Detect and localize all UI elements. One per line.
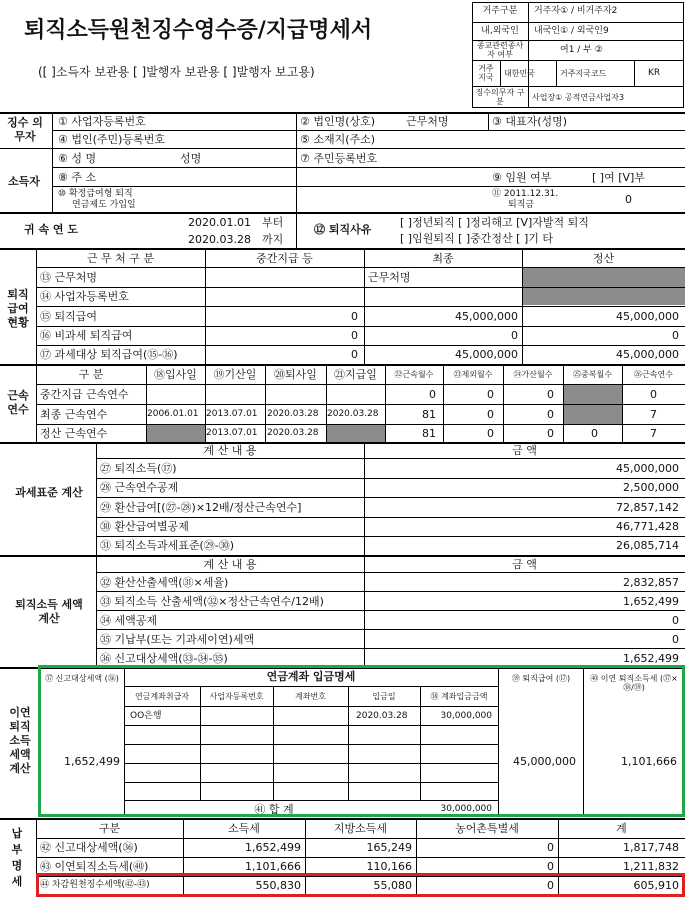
- earner-retire-value: 0: [625, 193, 632, 206]
- deferral-col1-value: 1,652,499: [64, 755, 120, 768]
- taxcalc-head-amount: 금 액: [512, 558, 537, 571]
- service-row-label: 정산 근속연수: [40, 427, 108, 440]
- earner-retire-label-2: 퇴직금: [508, 200, 535, 210]
- payment-row-final: 근무처명: [368, 271, 411, 284]
- payment-row-label: ⑯ 비과세 퇴직급여: [40, 329, 133, 342]
- meta-value-residence: 거주자① / 비거주자2: [534, 6, 618, 16]
- service-cell: 81: [422, 427, 436, 440]
- taxcalc-row-value: 0: [672, 614, 679, 627]
- service-cell: 0: [487, 427, 494, 440]
- service-cell: 7: [650, 427, 657, 440]
- payment-row-label: ⑮ 퇴직급여: [40, 310, 98, 323]
- paydetail-highlight-box: [36, 873, 685, 897]
- taxcalc-row-value: 1,652,499: [623, 595, 679, 608]
- earner-officer-value: [ ]여 [V]부: [592, 171, 645, 184]
- service-cell: 81: [422, 408, 436, 421]
- service-cell: 0: [591, 427, 598, 440]
- payment-row-mid: 0: [351, 310, 358, 323]
- taxbase-head-calc: 계 산 내 용: [203, 444, 257, 457]
- deferral-sum-value: 30,000,000: [440, 804, 492, 814]
- meta-value-nationality: 내국인① / 외국인9: [534, 26, 609, 36]
- payment-row-settle: 45,000,000: [616, 310, 679, 323]
- meta-value-payer-type: 사업장① 공적연금사업자3: [532, 93, 625, 102]
- service-section-label: 근속 연수: [7, 389, 29, 416]
- service-cell: 0: [547, 408, 554, 421]
- payment-section-label: 퇴직 급여 현황: [7, 288, 29, 329]
- period-label: 귀 속 연 도: [24, 223, 78, 236]
- payment-row-final: 45,000,000: [455, 310, 518, 323]
- earner-dc-label-1: ⑩ 확정급여형 퇴직: [58, 189, 133, 199]
- service-head: ⑱입사일: [154, 368, 197, 381]
- deferral-account-title: 연금계좌 입금명세: [266, 670, 356, 683]
- deferral-acc-head: 계좌번호: [295, 692, 326, 701]
- payer-address: ⑤ 소재지(주소): [300, 133, 376, 146]
- paydetail-head: 계: [616, 822, 627, 835]
- service-head: 구 분: [78, 368, 104, 381]
- period-from: 2020.01.01: [188, 216, 251, 229]
- taxbase-row-value: 46,771,428: [616, 520, 679, 533]
- payment-row-final: 45,000,000: [455, 348, 518, 361]
- payment-row-settle: 45,000,000: [616, 348, 679, 361]
- deferral-col3-value: 45,000,000: [513, 755, 576, 768]
- paydetail-row-label: ㊷ 신고대상세액(㊱): [40, 841, 138, 854]
- paydetail-row-label: ㊹ 차감원천징수세액(㊷-㊸): [40, 880, 150, 890]
- taxbase-row-label: ㉚ 환산급여별공제: [100, 520, 189, 533]
- taxcalc-head-calc: 계 산 내 용: [203, 558, 257, 571]
- taxbase-row-label: ㉘ 근속연수공제: [100, 481, 179, 494]
- meta-label-residence: 거주구분: [482, 6, 518, 16]
- deferral-acc-date: 2020.03.28: [356, 711, 408, 721]
- payment-row-label: ⑬ 근무처명: [40, 271, 98, 284]
- taxcalc-row-value: 1,652,499: [623, 652, 679, 665]
- deferral-acc-bank: OO은행: [130, 711, 162, 721]
- paydetail-cell: 110,166: [366, 860, 412, 873]
- deferral-col1-label: ㊲ 신고대상세액 (㊱): [45, 674, 119, 683]
- meta-label-religion: 종교관련종사자 여부: [476, 41, 524, 59]
- period-reason-1: [ ]정년퇴직 [ ]정리해고 [V]자발적 퇴직: [400, 216, 589, 229]
- form-title: 퇴직소득원천징수영수증/지급명세서: [24, 18, 373, 43]
- service-head: ㉔가산월수: [513, 370, 553, 379]
- earner-address: ⑧ 주 소: [58, 171, 97, 184]
- earner-resident-no: ⑦ 주민등록번호: [300, 152, 378, 165]
- deferral-highlight-box: [38, 665, 685, 817]
- taxcalc-row-label: ㉜ 환산산출세액(㉛×세율): [100, 576, 229, 589]
- taxbase-row-value: 72,857,142: [616, 501, 679, 514]
- deferral-col3-label: ㊴ 퇴직급여 (⑰): [511, 674, 571, 683]
- service-cell: 0: [547, 427, 554, 440]
- meta-label-nationality: 내,외국인: [481, 26, 519, 36]
- taxbase-head-amount: 금 액: [512, 444, 537, 457]
- paydetail-cell: 1,211,832: [623, 860, 679, 873]
- payment-head-type: 근 무 처 구 분: [86, 252, 155, 265]
- paydetail-cell: 550,830: [255, 879, 301, 892]
- period-reason-2: [ ]임원퇴직 [ ]중간정산 [ ]기 타: [400, 232, 553, 245]
- taxbase-row-value: 2,500,000: [623, 481, 679, 494]
- paydetail-cell: 1,652,499: [245, 841, 301, 854]
- earner-officer-label: ⑨ 임원 여부: [492, 171, 552, 184]
- earner-name-value: 성명: [180, 152, 202, 165]
- paydetail-cell: 0: [547, 841, 554, 854]
- payer-rep: ③ 대표자(성명): [492, 115, 568, 128]
- earner-retire-label-1: ⑪ 2011.12.31.: [492, 189, 559, 199]
- payment-row-settle: 0: [672, 329, 679, 342]
- payment-row-label: ⑰ 과세대상 퇴직급여(⑮-⑯): [40, 348, 178, 361]
- payer-company-label: ② 법인명(상호): [300, 115, 376, 128]
- service-cell: 2020.03.28: [267, 428, 319, 438]
- service-cell: 0: [487, 388, 494, 401]
- paydetail-cell: 55,080: [373, 879, 412, 892]
- deferral-acc-head: 연금계좌취급자: [134, 692, 190, 701]
- period-to-suffix: 까지: [262, 233, 284, 246]
- payment-head-settle: 정산: [592, 252, 615, 265]
- period-from-suffix: 부터: [262, 216, 284, 229]
- taxcalc-row-value: 2,832,857: [623, 576, 679, 589]
- paydetail-section-label: 납 부 명 세: [11, 827, 23, 888]
- payment-row-label: ⑭ 사업자등록번호: [40, 290, 129, 303]
- deferral-acc-head: ㊳ 계좌입금금액: [430, 692, 488, 701]
- meta-value-country-code: KR: [648, 68, 661, 78]
- payment-row-mid: 0: [351, 329, 358, 342]
- deferral-sum-label: ㊶ 합 계: [254, 803, 294, 816]
- paydetail-head: 구분: [98, 822, 121, 835]
- service-cell: 2006.01.01: [147, 409, 199, 419]
- payer-company-value: 근무처명: [406, 115, 449, 128]
- paydetail-cell: 605,910: [633, 879, 679, 892]
- service-head: ⑲기산일: [213, 368, 257, 381]
- payment-head-final: 최종: [432, 252, 454, 265]
- taxbase-row-label: ㉗ 퇴직소득(⑰): [100, 462, 177, 475]
- service-cell: 2013.07.01: [206, 428, 258, 438]
- service-head: ⑳퇴사일: [274, 368, 317, 381]
- service-cell: 2020.03.28: [267, 409, 319, 419]
- period-reason-label: ⑫ 퇴직사유: [314, 223, 372, 236]
- payment-row-final: 0: [511, 329, 518, 342]
- service-cell: 2013.07.01: [206, 409, 258, 419]
- paydetail-cell: 0: [547, 860, 554, 873]
- paydetail-head: 소득세: [228, 822, 260, 835]
- paydetail-row-label: ㊸ 이연퇴직소득세(㊵): [40, 860, 149, 873]
- meta-value-religion: 여1 / 부 ②: [560, 45, 603, 55]
- deferral-section-label: 이연 퇴직 소득 세액 계산: [9, 706, 31, 775]
- paydetail-head: 지방소득세: [333, 822, 388, 835]
- taxcalc-row-label: ㉞ 세액공제: [100, 614, 158, 627]
- meta-label-country-code: 거주지국코드: [560, 69, 607, 78]
- taxcalc-row-value: 0: [672, 633, 679, 646]
- paydetail-cell: 165,249: [366, 841, 412, 854]
- service-cell: 0: [650, 388, 657, 401]
- paydetail-head: 농어촌특별세: [455, 822, 519, 835]
- earner-name-label: ⑥ 성 명: [58, 152, 97, 165]
- service-cell: 0: [487, 408, 494, 421]
- taxcalc-section-label: 퇴직소득 세액계산: [15, 598, 83, 625]
- paydetail-cell: 1,101,666: [245, 860, 301, 873]
- service-head: ㉒근속월수: [394, 370, 434, 379]
- taxcalc-row-label: ㊱ 신고대상세액(㉝-㉞-㉟): [100, 652, 228, 665]
- meta-label-payer-type: 징수의무자 구분: [475, 88, 525, 106]
- taxbase-row-label: ㉛ 퇴직소득과세표준(㉙-㉚): [100, 539, 235, 552]
- service-head: ㉖근속연수: [634, 370, 673, 379]
- meta-label-country: 거주 지국: [478, 64, 494, 82]
- taxcalc-row-label: ㉟ 기납부(또는 기과세이연)세액: [100, 633, 255, 646]
- deferral-acc-head: 입금일: [372, 692, 396, 701]
- deferral-acc-amount: 30,000,000: [440, 711, 492, 721]
- period-to: 2020.03.28: [188, 233, 251, 246]
- deferral-acc-head: 사업자등록번호: [209, 692, 264, 701]
- deferral-col4-label: ㊵ 이연 퇴직소득세 (㊲×㊳/㊴): [590, 674, 678, 692]
- payment-head-mid: 중간지급 등: [256, 252, 313, 265]
- earner-section-label: 소득자: [8, 175, 40, 188]
- payer-section-label: 징수 의무자: [7, 116, 43, 143]
- service-head: ㉕중복월수: [573, 370, 612, 379]
- taxcalc-row-label: ㉝ 퇴직소득 산출세액(㉜×정산근속연수/12배): [100, 595, 324, 608]
- payer-corp-no: ④ 법인(주민)등록번호: [58, 133, 165, 146]
- service-head: ㉑지급일: [334, 368, 377, 381]
- paydetail-cell: 1,817,748: [623, 841, 679, 854]
- taxbase-row-label: ㉙ 환산급여[(㉗-㉘)×12배/정산근속연수]: [100, 501, 302, 514]
- service-row-label: 최종 근속연수: [40, 408, 108, 421]
- service-cell: 7: [650, 408, 657, 421]
- taxbase-section-label: 과세표준 계산: [15, 486, 83, 499]
- service-cell: 2020.03.28: [327, 409, 379, 419]
- service-head: ㉓제외월수: [453, 370, 493, 379]
- payment-row-mid: 0: [351, 348, 358, 361]
- taxbase-row-value: 26,085,714: [616, 539, 679, 552]
- earner-dc-label-2: 연금제도 가입일: [72, 200, 136, 210]
- meta-value-country: 대한민국: [504, 69, 535, 78]
- service-row-label: 중간지급 근속연수: [40, 388, 129, 401]
- payer-reg-no: ① 사업자등록번호: [58, 115, 146, 128]
- deferral-col4-value: 1,101,666: [621, 755, 677, 768]
- paydetail-cell: 0: [547, 879, 554, 892]
- form-subtitle: ([ ]소득자 보관용 [ ]발행자 보관용 [ ]발행자 보고용): [38, 65, 315, 79]
- service-cell: 0: [429, 388, 436, 401]
- taxbase-row-value: 45,000,000: [616, 462, 679, 475]
- service-cell: 0: [547, 388, 554, 401]
